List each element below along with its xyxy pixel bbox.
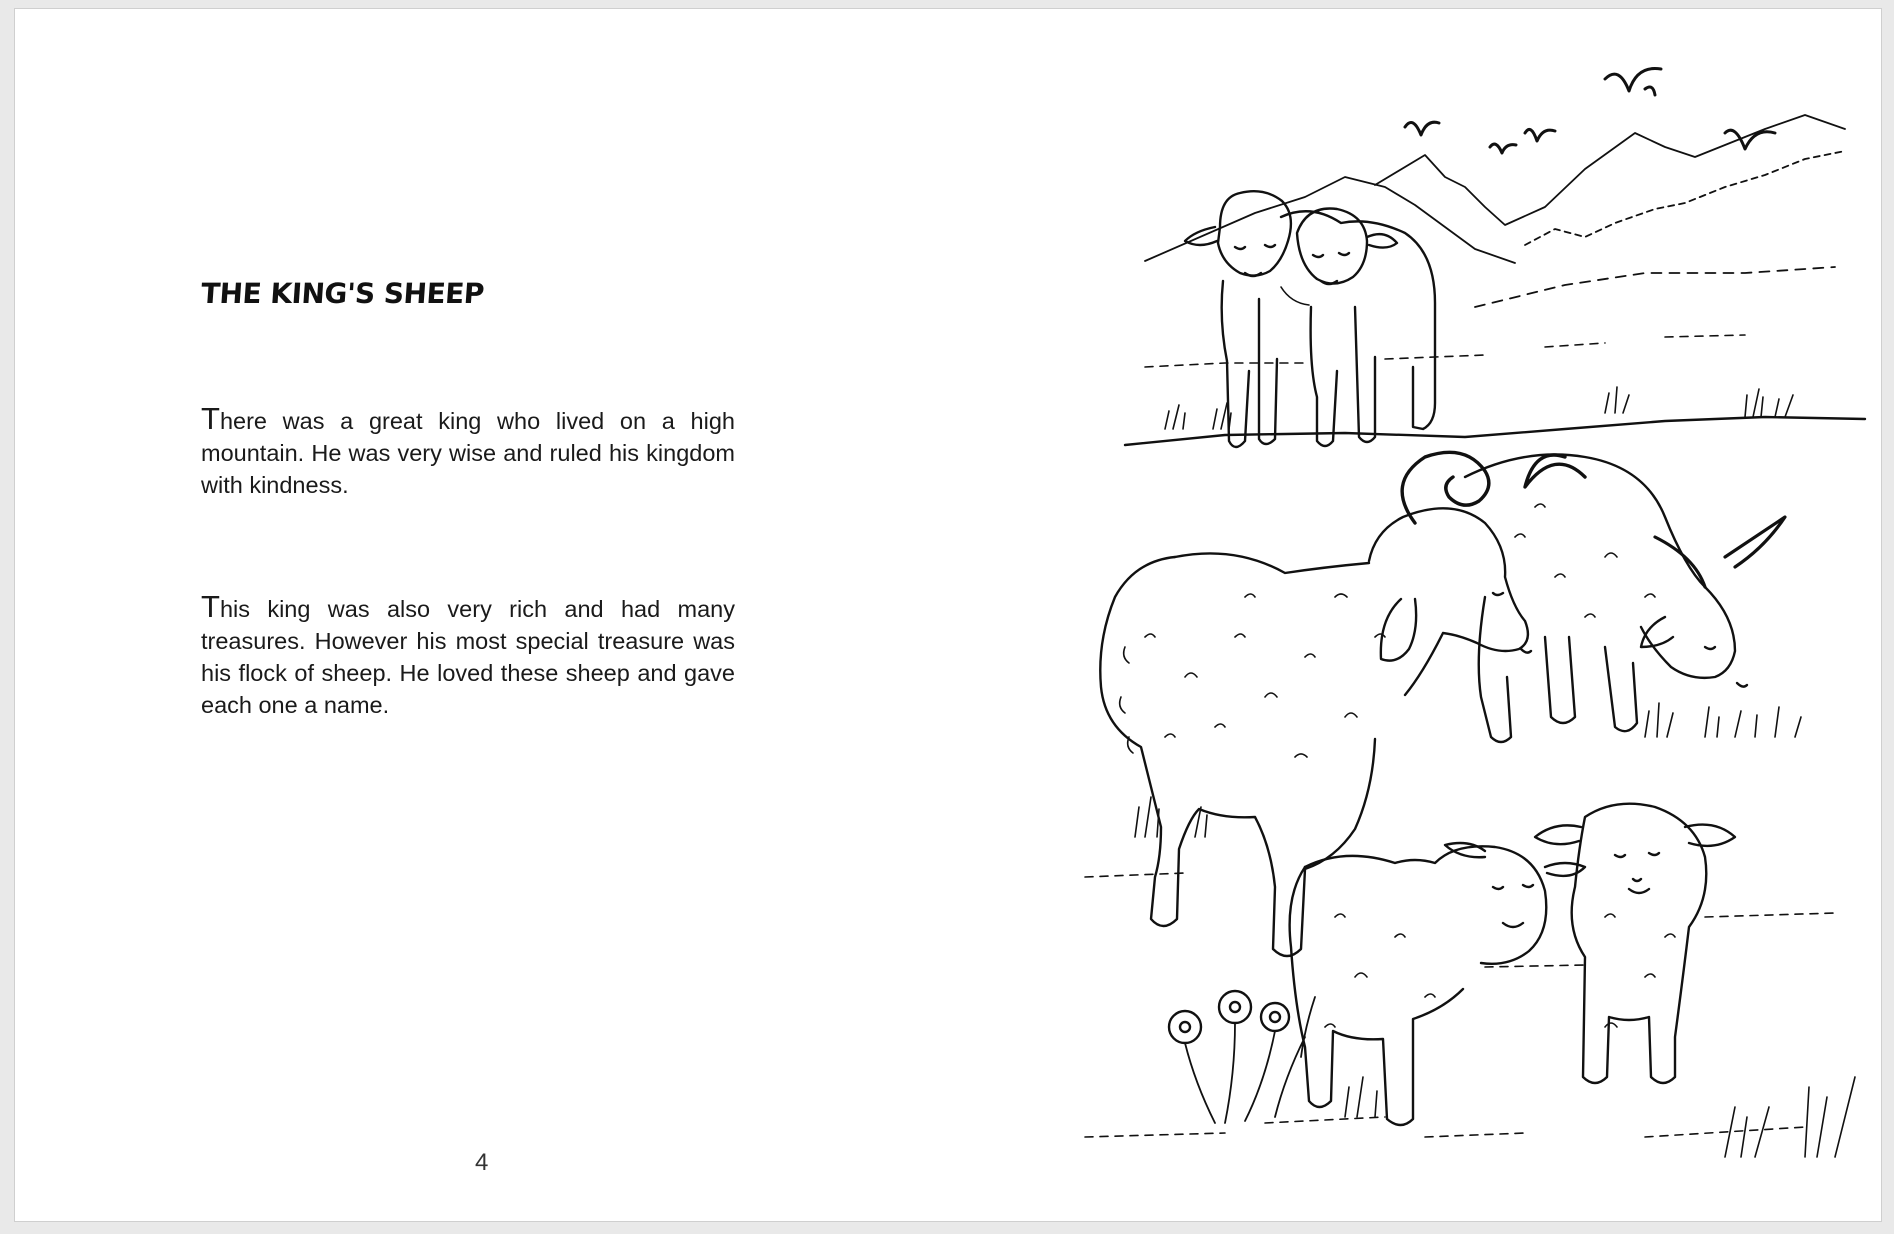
left-page bbox=[15, 9, 915, 1221]
page-number: 4 bbox=[475, 1149, 489, 1176]
story-title: THE KING'S SHEEP bbox=[199, 277, 485, 310]
paragraph-2 bbox=[201, 591, 735, 721]
drop-initial: T bbox=[201, 401, 220, 436]
paragraph-text: here was a great king who lived on a high mountain. He was very wise and ruled his kingdom with kindness. bbox=[201, 408, 735, 498]
upper-ground bbox=[1125, 335, 1865, 445]
ram-left bbox=[1100, 452, 1531, 956]
paragraph-1 bbox=[201, 403, 735, 501]
drop-initial: T bbox=[201, 589, 220, 624]
book-spread bbox=[14, 8, 1882, 1222]
flowers bbox=[1169, 991, 1315, 1123]
top-lambs bbox=[1185, 191, 1435, 447]
paragraph-text: his king was also very rich and had many treasures. However his most special treasure was his flock of sheep. He loved these sheep and gave each one a name. bbox=[201, 596, 735, 718]
ram-right bbox=[1465, 455, 1801, 743]
birds bbox=[1405, 68, 1775, 153]
ground-lines bbox=[1085, 797, 1855, 1157]
sheep-illustration bbox=[1045, 37, 1875, 1197]
bottom-lambs bbox=[1290, 804, 1735, 1125]
